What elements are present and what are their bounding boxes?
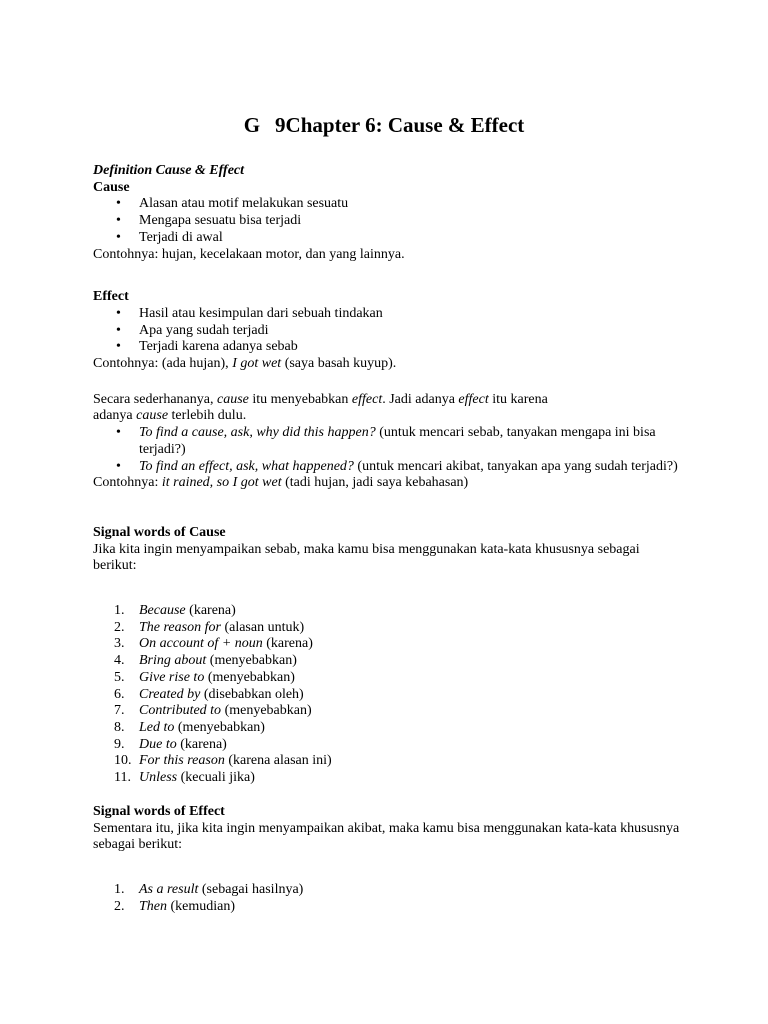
signal-effect-intro: Sementara itu, jika kita ingin menyampaikan akibat, maka kamu bisa menggunakan kata-kata khususnya sebagai berikut: [93, 820, 680, 853]
signal-cause-list [93, 603, 683, 787]
tips-bullet-list [93, 425, 683, 475]
signal-cause-heading: Signal words of Cause [93, 524, 226, 540]
cause-heading: Cause [93, 179, 130, 195]
list-item: 3. On account of + noun (karena) [114, 636, 313, 652]
list-item: 10. For this reason (karena alasan ini) [114, 753, 332, 769]
signal-cause-intro: Jika kita ingin menyampaikan sebab, maka kamu bisa menggunakan kata-kata khususnya sebagai berikut: [93, 541, 640, 574]
list-item: • Terjadi di awal [93, 230, 683, 247]
list-item: • Apa yang sudah terjadi [93, 323, 683, 340]
list-item: 2. The reason for (alasan untuk) [114, 619, 305, 635]
definition-heading: Definition Cause & Effect [93, 163, 245, 178]
list-item: • Terjadi karena adanya sebab [93, 339, 683, 356]
list-item: 8. Led to (menyebabkan) [114, 719, 265, 735]
cause-bullet-list [93, 196, 683, 246]
list-item: 11. Unless (kecuali jika) [114, 770, 255, 786]
document-body [93, 163, 683, 915]
page-title [0, 112, 768, 138]
list-item: 5. Give rise to (menyebabkan) [114, 669, 295, 685]
effect-example: Contohnya: (ada hujan), I got wet (saya basah kuyup). [93, 356, 397, 372]
effect-heading: Effect [93, 289, 129, 305]
list-item: • Alasan atau motif melakukan sesuatu [93, 196, 683, 213]
chapter-title: 9Chapter 6: Cause & Effect [275, 113, 525, 137]
summary-paragraph: Secara sederhananya, cause itu menyebabkan effect. Jadi adanya effect itu karena adanya cause terlebih dulu. [93, 391, 548, 424]
cause-example: Contohnya: hujan, kecelakaan motor, dan yang lainnya. [93, 246, 405, 262]
list-item: • To find an effect, ask, what happened? (untuk mencari akibat, tanyakan apa yang sudah terjadi?) [93, 459, 683, 476]
list-item: 6. Created by (disebabkan oleh) [114, 686, 304, 702]
effect-bullet-list [93, 306, 683, 356]
grade-label: G [243, 113, 261, 137]
signal-effect-list [93, 882, 683, 915]
list-item: • Hasil atau kesimpulan dari sebuah tindakan [93, 306, 683, 323]
list-item: 7. Contributed to (menyebabkan) [114, 703, 312, 719]
summary-example: Contohnya: it rained, so I got wet (tadi hujan, jadi saya kebahasan) [93, 475, 469, 491]
list-item: 1. Because (karena) [114, 603, 236, 619]
list-item: 9. Due to (karena) [114, 736, 227, 752]
list-item: • To find a cause, ask, why did this happen? (untuk mencari sebab, tanyakan mengapa ini bisa terjadi?) [93, 425, 683, 458]
list-item: 4. Bring about (menyebabkan) [114, 653, 297, 669]
list-item: 2. Then (kemudian) [114, 898, 236, 914]
list-item: 1. As a result (sebagai hasilnya) [114, 881, 304, 897]
list-item: • Mengapa sesuatu bisa terjadi [93, 213, 683, 230]
signal-effect-heading: Signal words of Effect [93, 803, 225, 819]
